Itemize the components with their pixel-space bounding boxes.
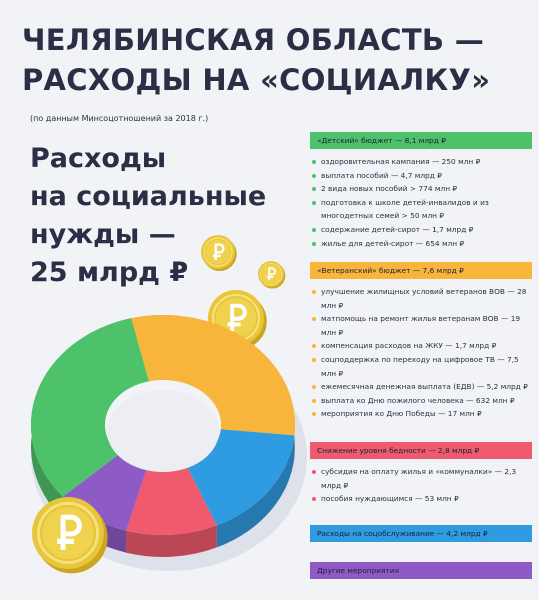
block-children (310, 132, 532, 250)
bullet-icon (312, 358, 316, 362)
list-item (310, 492, 532, 506)
list-item (310, 312, 532, 339)
list-item (310, 169, 532, 183)
list-item (310, 394, 532, 408)
block-other (310, 562, 532, 579)
list-item (310, 339, 532, 353)
bullet-icon (312, 228, 316, 232)
block-veterans (310, 262, 532, 421)
ruble-coin-icon (258, 261, 285, 289)
bullet-icon (312, 290, 316, 294)
title-line-1: ЧЕЛЯБИНСКАЯ ОБЛАСТЬ — (22, 23, 485, 57)
list-item (310, 285, 532, 312)
bullet-icon (312, 399, 316, 403)
list-item (310, 465, 532, 492)
list-item (310, 182, 532, 196)
list-item-text: 2 вида новых пособий > 774 млн ₽ (321, 184, 458, 194)
list-item-text: выплата пособий — 4,7 млрд ₽ (321, 170, 442, 180)
block-heading: Снижение уровня бедности — 2,8 млрд ₽ (310, 442, 532, 459)
block-items (310, 155, 532, 250)
bullet-icon (312, 160, 316, 164)
bullet-icon (312, 385, 316, 389)
block-items (310, 465, 532, 506)
bullet-icon (312, 242, 316, 246)
bullet-icon (312, 187, 316, 191)
bullet-icon (312, 412, 316, 416)
block-heading: «Детский» бюджет — 8,1 млрд ₽ (310, 132, 532, 149)
list-item (310, 353, 532, 380)
list-item-text: мероприятия ко Дню Победы — 17 млн ₽ (321, 409, 482, 419)
block-heading: «Ветеранский» бюджет — 7,6 млрд ₽ (310, 262, 532, 279)
list-item-text: соцподдержка по переходу на цифровое ТВ — 7,5 млн ₽ (321, 354, 519, 378)
block-items (310, 285, 532, 421)
list-item-text: ежемесячная денежная выплата (ЕДВ) — 5,2 млрд ₽ (321, 382, 528, 392)
bullet-icon (312, 317, 316, 321)
list-item (310, 380, 532, 394)
list-item (310, 223, 532, 237)
list-item (310, 407, 532, 421)
list-item-text: компенсация расходов на ЖКУ — 1,7 млрд ₽ (321, 341, 497, 351)
list-item-text: субсидия на оплату жилья и «коммуналки» — 2,3 млрд ₽ (321, 467, 517, 490)
list-item-text: содержание детей-сирот — 1,7 млрд ₽ (321, 224, 474, 234)
list-item-text: пособия нуждающимся — 53 млн ₽ (321, 494, 459, 504)
bullet-icon (312, 174, 316, 178)
headline-line-1: Расходы (30, 143, 167, 174)
block-poverty (310, 442, 532, 506)
list-item-text: матпомощь на ремонт жилья ветеранам ВОВ — 19 млн ₽ (321, 314, 521, 337)
headline-line-2: на социальные (30, 181, 267, 212)
list-item (310, 237, 532, 251)
block-service (310, 525, 532, 542)
ruble-coin-icon (201, 235, 237, 271)
source-note: (по данным Минсоцотношений за 2018 г.) (30, 114, 209, 123)
headline-line-4: 25 млрд ₽ (30, 257, 189, 288)
headline-line-3: нужды — (30, 219, 176, 250)
donut-hole-depth (107, 390, 219, 472)
list-item-text: жилье для детей-сирот — 654 млн ₽ (321, 238, 465, 248)
list-item-text: подготовка к школе детей-инвалидов и из многодетных семей > 50 млн ₽ (321, 197, 489, 221)
list-item (310, 155, 532, 169)
block-heading: Другие мероприятия (310, 562, 532, 579)
list-item-text: оздоровительная кампания — 250 млн ₽ (321, 157, 481, 166)
bullet-icon (312, 497, 316, 501)
bullet-icon (312, 470, 316, 474)
list-item (310, 196, 532, 223)
bullet-icon (312, 201, 316, 205)
bullet-icon (312, 344, 316, 348)
list-item-text: улучшение жилищных условий ветеранов ВОВ — 28 млн ₽ (321, 287, 527, 310)
list-item-text: выплата ко Дню пожилого человека — 632 млн ₽ (321, 395, 515, 405)
title-line-2: РАСХОДЫ НА «СОЦИАЛКУ» (22, 63, 491, 97)
block-heading: Расходы на соцобслуживание — 4,2 млрд ₽ (310, 525, 532, 542)
